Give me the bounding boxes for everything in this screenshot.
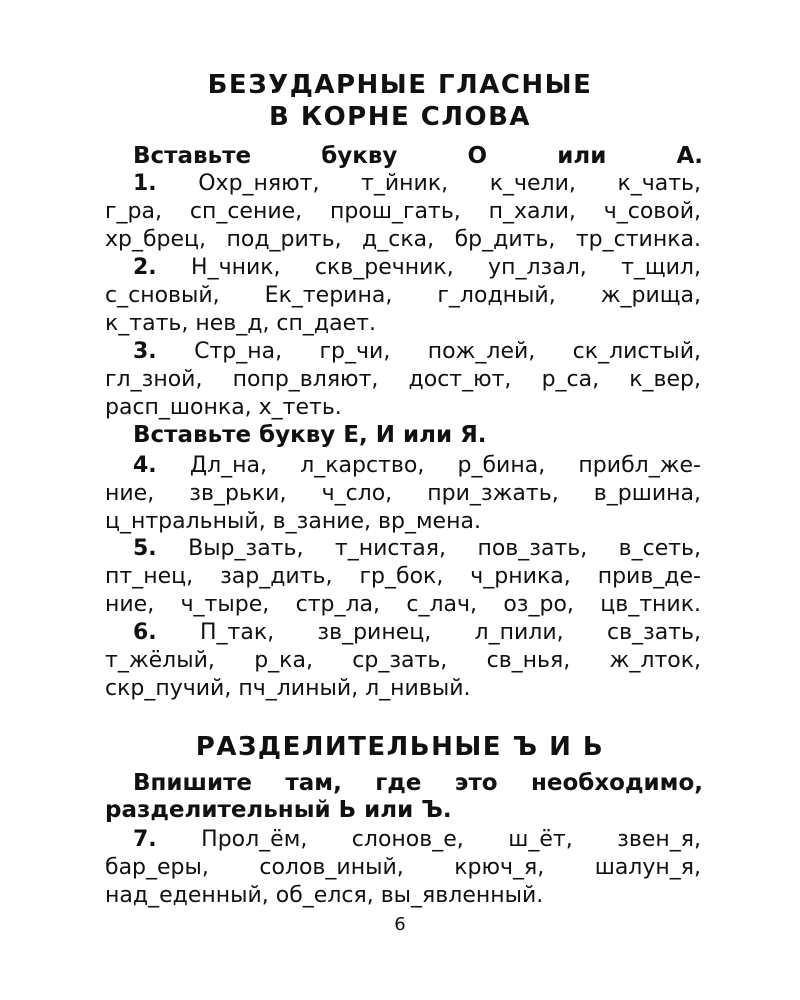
exercise-4-line-3: ц_нтральный, в_зание, вр_мена. (105, 509, 481, 534)
exercise-6-line-2: т_жёлый, р_ка, ср_зать, св_нья, ж_лток, (105, 648, 701, 673)
exercise-7-line-1 (133, 826, 701, 854)
exercise-text: Охр_няют, т_йник, к_чели, к_чать, (156, 171, 701, 196)
exercise-number: 3. (133, 339, 157, 364)
exercise-1-line-3: хр_брец, под_рить, д_ска, бр_дить, тр_стинка. (105, 227, 701, 252)
instruction-separators-line2: разделительный Ь или Ъ. (105, 797, 452, 823)
exercise-2-line-1 (133, 254, 701, 282)
exercise-text: Выр_зать, т_нистая, пов_зать, в_сеть, (156, 536, 701, 561)
exercise-text: Прол_ём, слонов_е, ш_ёт, звен_я, (156, 827, 701, 852)
exercise-2-line-2: с_сновый, Ек_терина, г_лодный, ж_рища, (105, 283, 701, 308)
section-title-line2: В КОРНЕ СЛОВА (268, 102, 532, 132)
exercise-text: Дл_на, л_карство, р_бина, прибл_же- (156, 453, 701, 478)
exercise-3-line-1 (133, 338, 701, 366)
instruction-separators-line1: Впишите там, где это необходимо, (133, 770, 703, 796)
exercise-text: П_так, зв_ринец, л_пили, св_зать, (156, 620, 701, 645)
exercise-4-line-2: ние, зв_рьки, ч_сло, при_зжать, в_ршина, (105, 481, 701, 506)
exercise-7-line-2: бар_еры, солов_иный, крюч_я, шалун_я, (105, 855, 701, 880)
exercise-2-line-3: к_тать, нев_д, сп_дает. (105, 311, 376, 336)
section-title-separators: РАЗДЕЛИТЕЛЬНЫЕ Ъ И Ь (195, 732, 605, 762)
exercise-text: Н_чник, скв_речник, уп_лзал, т_щил, (156, 255, 701, 280)
page-number: 6 (394, 914, 406, 935)
exercise-1-line-2: г_ра, сп_сение, прош_гать, п_хали, ч_совой, (105, 199, 701, 224)
exercise-7-line-3: над_еденный, об_елся, вы_явленный. (105, 883, 544, 908)
exercise-number: 2. (133, 255, 157, 280)
exercise-6-line-3: скр_пучий, пч_линый, л_нивый. (105, 676, 471, 701)
exercise-5-line-3: ние, ч_тыре, стр_ла, с_лач, оз_ро, цв_тник. (105, 592, 701, 617)
exercise-3-line-2: гл_зной, попр_вляют, дост_ют, р_са, к_вер, (105, 367, 701, 392)
exercise-4-line-1 (133, 452, 701, 480)
instruction-o-a: Вставьте букву О или А. (133, 143, 703, 169)
exercise-1-line-1 (133, 170, 701, 198)
exercise-text: Стр_на, гр_чи, пож_лей, ск_листый, (156, 339, 701, 364)
exercise-number: 7. (133, 827, 157, 852)
exercise-number: 5. (133, 536, 157, 561)
exercise-5-line-1 (133, 535, 701, 563)
exercise-6-line-1 (133, 619, 701, 647)
exercise-number: 1. (133, 171, 157, 196)
instruction-e-i-ya: Вставьте букву Е, И или Я. (133, 422, 487, 448)
exercise-number: 6. (133, 620, 157, 645)
exercise-3-line-3: расп_шонка, х_теть. (105, 395, 342, 420)
section-title-line1: БЕЗУДАРНЫЕ ГЛАСНЫЕ (207, 70, 593, 100)
exercise-number: 4. (133, 453, 157, 478)
exercise-5-line-2: пт_нец, зар_дить, гр_бок, ч_рника, прив_де- (105, 564, 701, 589)
